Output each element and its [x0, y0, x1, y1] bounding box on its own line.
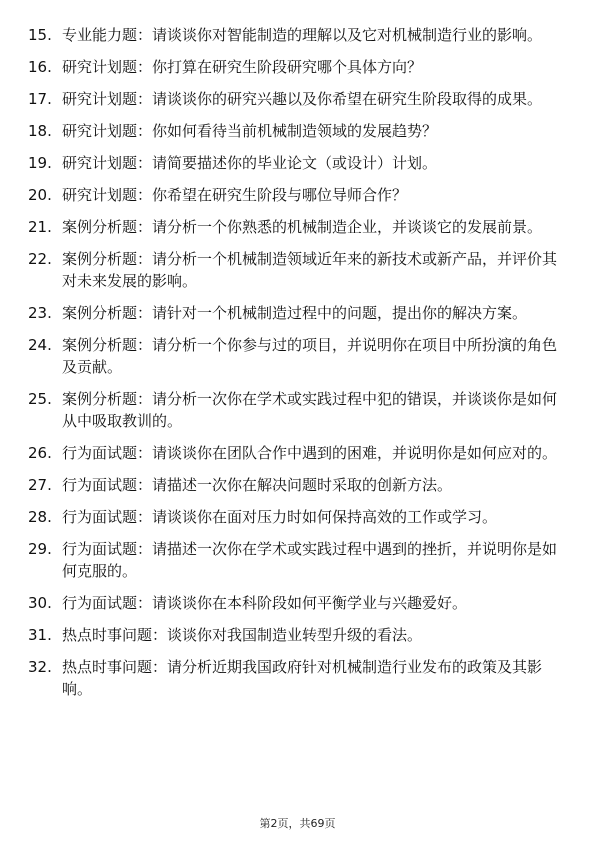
question-item	[28, 184, 568, 206]
question-text: 行为面试题：请谈谈你在本科阶段如何平衡学业与兴趣爱好。	[62, 594, 468, 612]
question-item	[28, 656, 568, 700]
question-item	[28, 624, 568, 646]
question-text: 研究计划题：请简要描述你的毕业论文（或设计）计划。	[62, 154, 438, 172]
question-text: 专业能力题：请谈谈你对智能制造的理解以及它对机械制造行业的影响。	[62, 26, 543, 44]
question-number: 30.	[28, 594, 52, 612]
question-number: 18.	[28, 122, 52, 140]
question-number: 26.	[28, 444, 52, 462]
question-text: 行为面试题：请谈谈你在面对压力时如何保持高效的工作或学习。	[62, 508, 498, 526]
question-number: 29.	[28, 540, 52, 558]
question-number: 16.	[28, 58, 52, 76]
question-number: 20.	[28, 186, 52, 204]
question-number: 19.	[28, 154, 52, 172]
question-text: 案例分析题：请分析一个你参与过的项目，并说明你在项目中所扮演的角色及贡献。	[62, 336, 558, 376]
question-text: 行为面试题：请描述一次你在解决问题时采取的创新方法。	[62, 476, 453, 494]
question-text: 行为面试题：请谈谈你在团队合作中遇到的困难，并说明你是如何应对的。	[62, 444, 558, 462]
question-item	[28, 592, 568, 614]
question-text: 行为面试题：请描述一次你在学术或实践过程中遇到的挫折，并说明你是如何克服的。	[62, 540, 558, 580]
question-number: 15.	[28, 26, 52, 44]
question-item	[28, 216, 568, 238]
question-text: 案例分析题：请分析一个你熟悉的机械制造企业，并谈谈它的发展前景。	[62, 218, 543, 236]
question-item	[28, 24, 568, 46]
question-number: 28.	[28, 508, 52, 526]
question-number: 25.	[28, 390, 52, 408]
question-item	[28, 506, 568, 528]
question-item	[28, 88, 568, 110]
question-number: 22.	[28, 250, 52, 268]
question-text: 研究计划题：你打算在研究生阶段研究哪个具体方向？	[62, 58, 423, 76]
question-item	[28, 302, 568, 324]
page-footer: 第2页，共69页	[259, 817, 336, 830]
question-item	[28, 538, 568, 582]
question-text: 热点时事问题：请分析近期我国政府针对机械制造行业发布的政策及其影响。	[62, 658, 543, 698]
question-item	[28, 442, 568, 464]
question-number: 24.	[28, 336, 52, 354]
question-number: 32.	[28, 658, 52, 676]
question-number: 23.	[28, 304, 52, 322]
question-text: 热点时事问题：谈谈你对我国制造业转型升级的看法。	[62, 626, 423, 644]
question-item	[28, 334, 568, 378]
question-text: 研究计划题：你希望在研究生阶段与哪位导师合作？	[62, 186, 408, 204]
question-text: 研究计划题：你如何看待当前机械制造领域的发展趋势？	[62, 122, 438, 140]
question-text: 案例分析题：请针对一个机械制造过程中的问题，提出你的解决方案。	[62, 304, 528, 322]
question-item	[28, 248, 568, 292]
question-text: 案例分析题：请分析一个机械制造领域近年来的新技术或新产品，并评价其对未来发展的影响。	[62, 250, 558, 290]
question-text: 研究计划题：请谈谈你的研究兴趣以及你希望在研究生阶段取得的成果。	[62, 90, 543, 108]
question-number: 21.	[28, 218, 52, 236]
question-item	[28, 152, 568, 174]
question-item	[28, 120, 568, 142]
question-list	[28, 24, 568, 710]
question-item	[28, 56, 568, 78]
question-number: 27.	[28, 476, 52, 494]
question-number: 17.	[28, 90, 52, 108]
question-item	[28, 388, 568, 432]
question-text: 案例分析题：请分析一次你在学术或实践过程中犯的错误，并谈谈你是如何从中吸取教训的。	[62, 390, 558, 430]
question-item	[28, 474, 568, 496]
question-number: 31.	[28, 626, 52, 644]
